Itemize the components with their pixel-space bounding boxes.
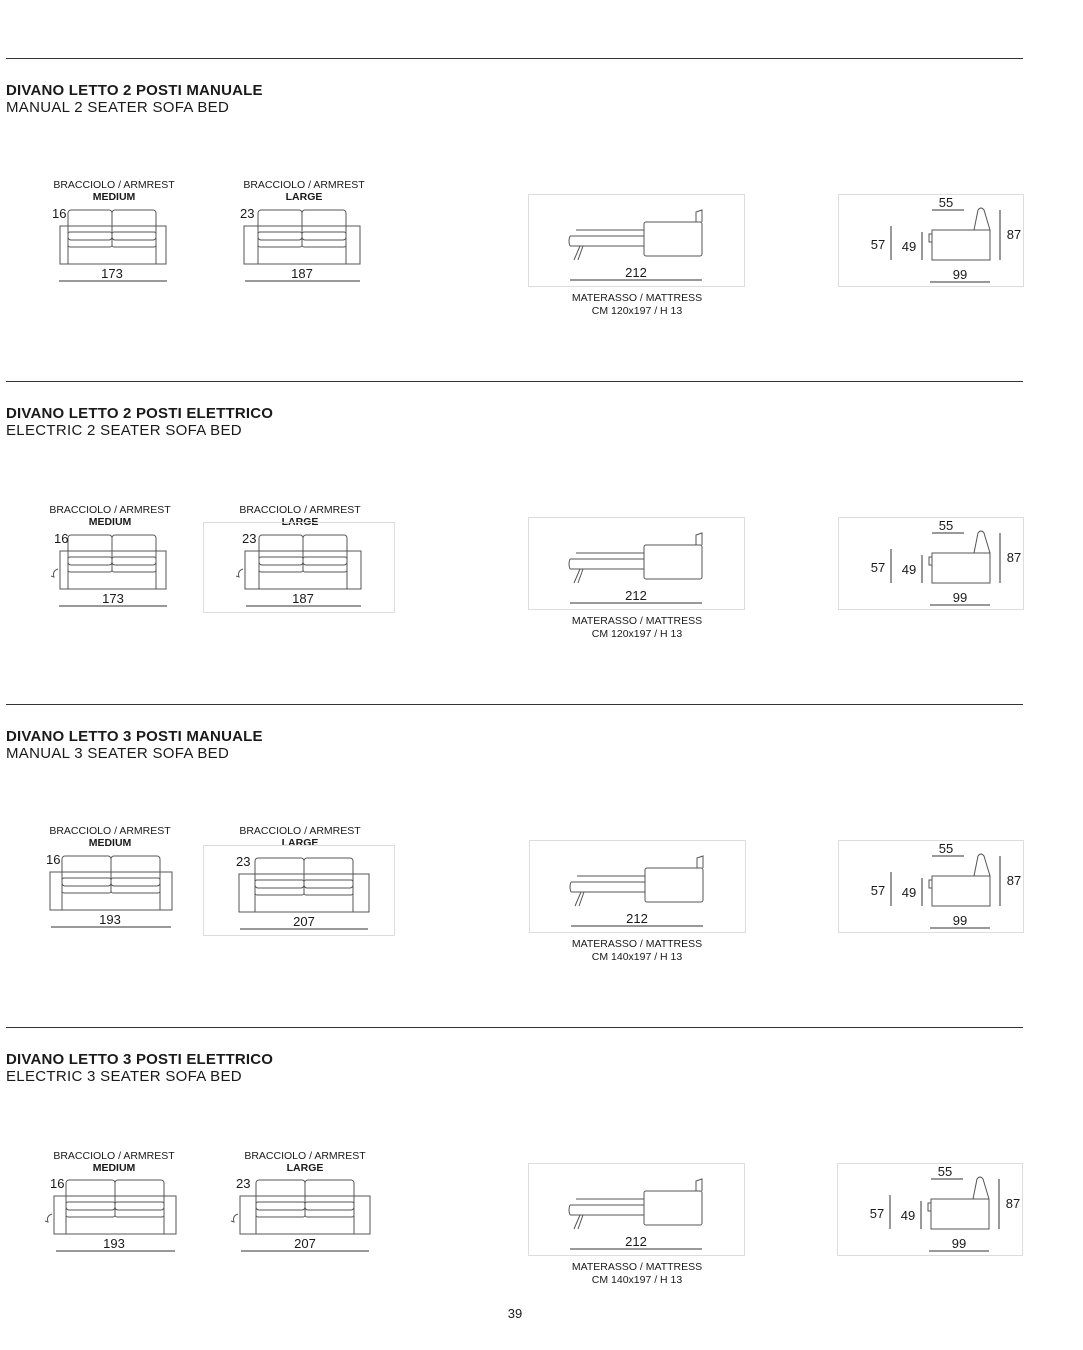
bed-length-value: 212 bbox=[625, 588, 647, 603]
armrest-width-value: 23 bbox=[240, 206, 255, 221]
back-height-value: 87 bbox=[1005, 1196, 1021, 1211]
back-height-value: 87 bbox=[1006, 550, 1022, 565]
section-title-en: MANUAL 3 SEATER SOFA BED bbox=[6, 745, 230, 762]
sofa-front-large-diagram bbox=[203, 845, 395, 937]
armrest-width-value: 16 bbox=[46, 852, 61, 867]
armrest-width-value: 23 bbox=[236, 854, 251, 869]
sofa-width-value: 193 bbox=[103, 1236, 125, 1251]
sofa-width-value: 173 bbox=[101, 266, 123, 281]
seat-height-value: 49 bbox=[900, 1208, 916, 1223]
depth-value: 99 bbox=[952, 267, 968, 282]
seat-depth-value: 55 bbox=[937, 1164, 953, 1179]
armrest-width-value: 23 bbox=[242, 531, 257, 546]
sofa-front-medium-diagram bbox=[40, 1174, 180, 1254]
medium-armrest-label: BRACCIOLO / ARMREST MEDIUM bbox=[49, 825, 171, 849]
mattress-info: MATERASSO / MATTRESS CM 120x197 / H 13 bbox=[571, 615, 703, 640]
section-title-en: MANUAL 2 SEATER SOFA BED bbox=[6, 99, 230, 116]
armrest-width-value: 16 bbox=[54, 531, 69, 546]
power-cord-icon bbox=[51, 569, 58, 577]
section-electric-2-seater bbox=[0, 381, 1083, 704]
mattress-info: MATERASSO / MATTRESS CM 140x197 / H 13 bbox=[571, 1261, 703, 1286]
section-divider bbox=[6, 704, 1023, 705]
bed-length-value: 212 bbox=[626, 911, 648, 926]
arm-height-value: 57 bbox=[870, 883, 886, 898]
section-divider bbox=[6, 58, 1023, 59]
sofa-side-diagram bbox=[838, 194, 1024, 288]
section-title-en: ELECTRIC 2 SEATER SOFA BED bbox=[6, 422, 242, 439]
large-armrest-label: BRACCIOLO / ARMREST LARGE bbox=[239, 504, 361, 528]
sofa-width-value: 207 bbox=[294, 1236, 316, 1251]
mattress-info: MATERASSO / MATTRESS CM 140x197 / H 13 bbox=[571, 938, 703, 963]
depth-value: 99 bbox=[952, 590, 968, 605]
section-title-en: ELECTRIC 3 SEATER SOFA BED bbox=[6, 1068, 242, 1085]
seat-height-value: 49 bbox=[901, 239, 917, 254]
power-cord-icon bbox=[45, 1214, 52, 1222]
sofa-bed-open-diagram bbox=[528, 517, 745, 611]
section-title-it: DIVANO LETTO 3 POSTI ELETTRICO bbox=[6, 1051, 274, 1068]
section-title-it: DIVANO LETTO 2 POSTI ELETTRICO bbox=[6, 405, 274, 422]
sofa-front-large-diagram bbox=[203, 522, 395, 614]
seat-depth-value: 55 bbox=[938, 841, 954, 856]
sofa-width-value: 187 bbox=[291, 266, 313, 281]
section-divider bbox=[6, 381, 1023, 382]
sofa-width-value: 173 bbox=[102, 591, 124, 606]
depth-value: 99 bbox=[952, 913, 968, 928]
sofa-bed-open-diagram bbox=[529, 840, 746, 934]
sofa-front-medium-diagram bbox=[50, 204, 174, 284]
section-electric-3-seater bbox=[0, 1027, 1083, 1350]
armrest-width-value: 16 bbox=[50, 1176, 65, 1191]
mattress-info: MATERASSO / MATTRESS CM 120x197 / H 13 bbox=[571, 292, 703, 317]
section-manual-2-seater bbox=[0, 58, 1083, 381]
armrest-width-value: 23 bbox=[236, 1176, 251, 1191]
medium-armrest-label: BRACCIOLO / ARMREST MEDIUM bbox=[53, 1150, 175, 1174]
seat-height-value: 49 bbox=[901, 885, 917, 900]
section-manual-3-seater bbox=[0, 704, 1083, 1027]
sofa-width-value: 207 bbox=[293, 914, 315, 929]
arm-height-value: 57 bbox=[870, 237, 886, 252]
bed-length-value: 212 bbox=[625, 265, 647, 280]
seat-depth-value: 55 bbox=[938, 518, 954, 533]
large-armrest-label: BRACCIOLO / ARMREST LARGE bbox=[244, 1150, 366, 1174]
sofa-side-diagram bbox=[838, 840, 1024, 934]
sofa-front-large-diagram bbox=[238, 204, 368, 284]
sofa-front-medium-diagram bbox=[42, 850, 176, 930]
sofa-bed-open-diagram bbox=[528, 194, 745, 288]
sofa-front-medium-diagram bbox=[46, 529, 174, 609]
large-armrest-label: BRACCIOLO / ARMREST LARGE bbox=[239, 825, 361, 849]
power-cord-icon bbox=[231, 1214, 238, 1222]
back-height-value: 87 bbox=[1006, 873, 1022, 888]
section-title-it: DIVANO LETTO 3 POSTI MANUALE bbox=[6, 728, 263, 745]
sofa-front-large-diagram bbox=[228, 1174, 374, 1254]
medium-armrest-label: BRACCIOLO / ARMREST MEDIUM bbox=[49, 504, 171, 528]
medium-armrest-label: BRACCIOLO / ARMREST MEDIUM bbox=[53, 179, 175, 203]
depth-value: 99 bbox=[951, 1236, 967, 1251]
arm-height-value: 57 bbox=[869, 1206, 885, 1221]
sofa-side-diagram bbox=[838, 517, 1024, 611]
power-cord-icon bbox=[236, 569, 243, 577]
sofa-width-value: 193 bbox=[99, 912, 121, 927]
seat-depth-value: 55 bbox=[938, 195, 954, 210]
arm-height-value: 57 bbox=[870, 560, 886, 575]
armrest-width-value: 16 bbox=[52, 206, 67, 221]
bed-length-value: 212 bbox=[625, 1234, 647, 1249]
sofa-side-diagram bbox=[837, 1163, 1023, 1257]
sofa-bed-open-diagram bbox=[528, 1163, 745, 1257]
section-title-it: DIVANO LETTO 2 POSTI MANUALE bbox=[6, 82, 263, 99]
large-armrest-label: BRACCIOLO / ARMREST LARGE bbox=[243, 179, 365, 203]
back-height-value: 87 bbox=[1006, 227, 1022, 242]
sofa-width-value: 187 bbox=[292, 591, 314, 606]
seat-height-value: 49 bbox=[901, 562, 917, 577]
page-number: 39 bbox=[507, 1306, 523, 1321]
section-divider bbox=[6, 1027, 1023, 1028]
